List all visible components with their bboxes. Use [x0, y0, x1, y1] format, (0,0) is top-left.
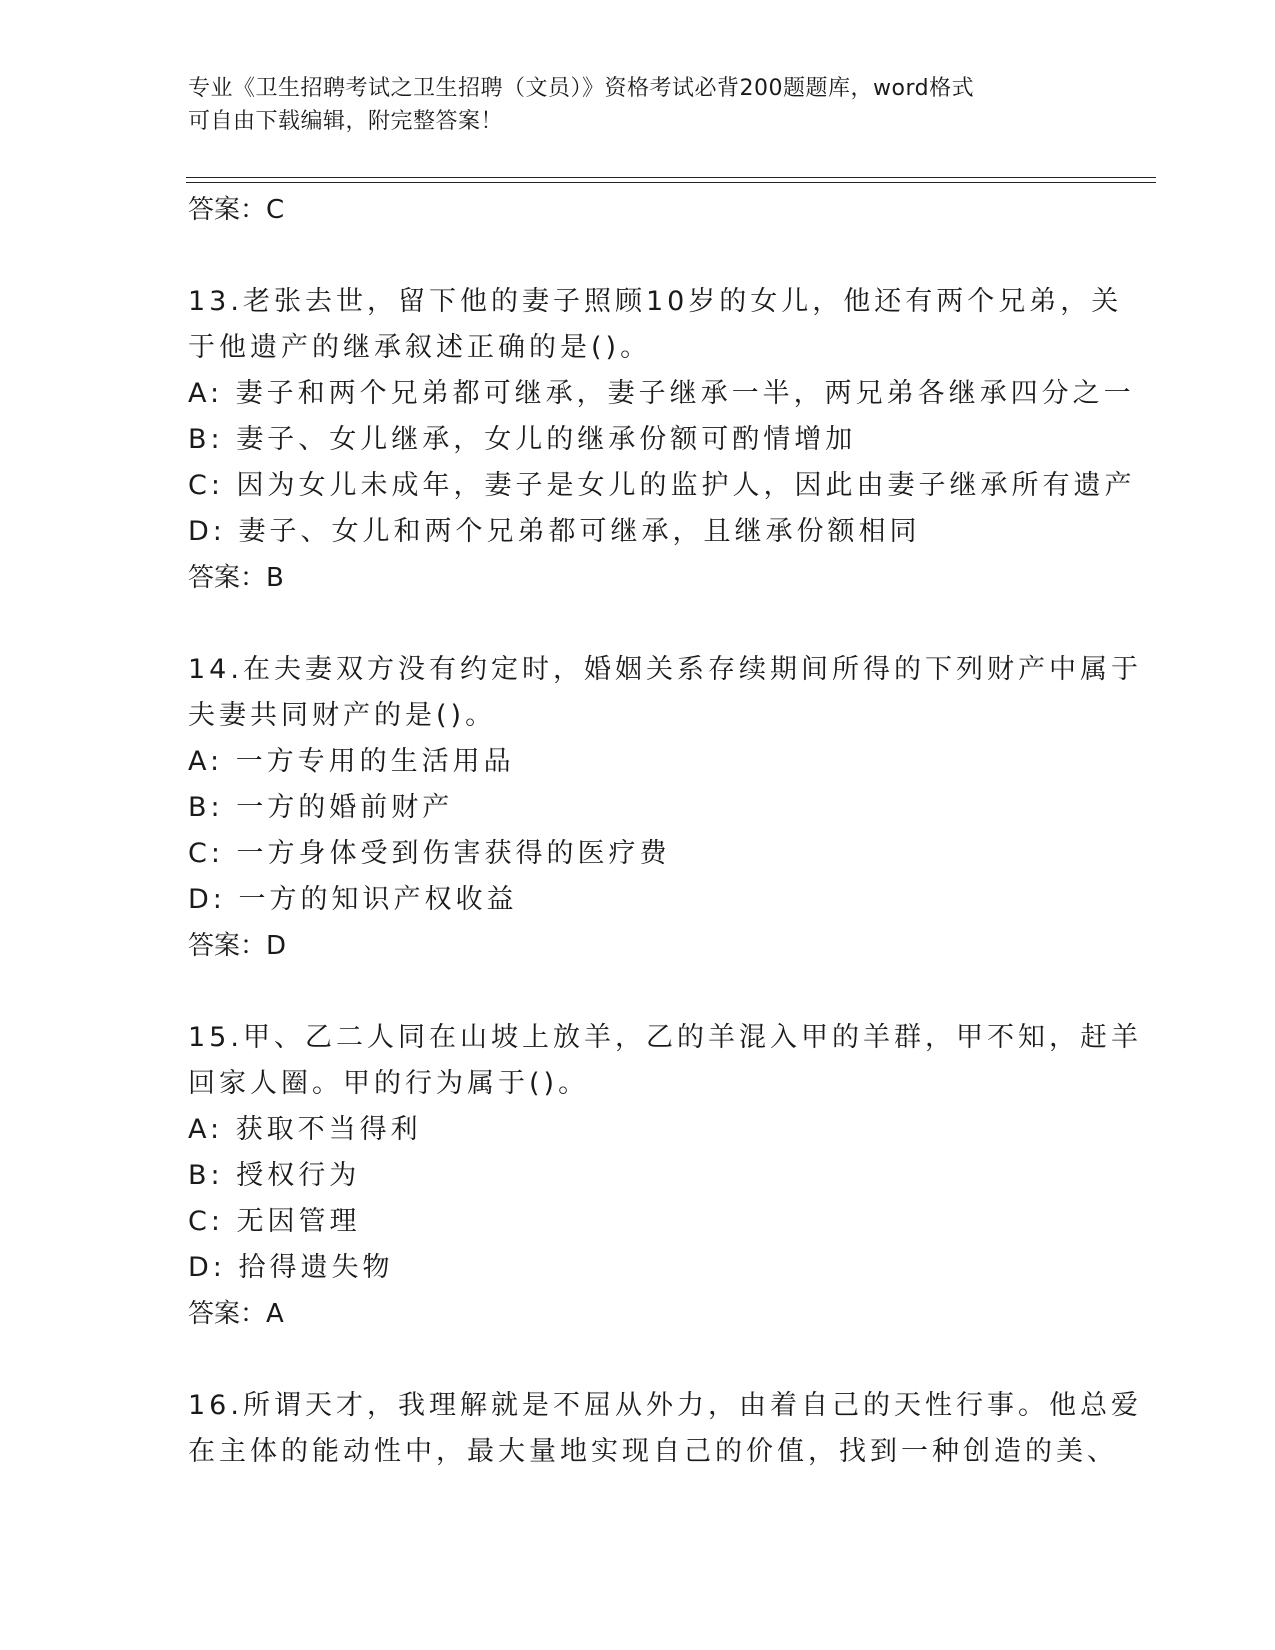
header-line-2: 可自由下载编辑，附完整答案！ [188, 109, 504, 134]
header-rule-top [186, 177, 1156, 178]
option-b: B: 授权行为 [188, 1160, 361, 1191]
header-line-1: 专业《卫生招聘考试之卫生招聘（文员）》资格考试必背200题题库，word格式 [188, 76, 975, 101]
question-15 [188, 1015, 1142, 1337]
question-16 [188, 1383, 1142, 1475]
document-body [188, 187, 1142, 1475]
answer: 答案：D [188, 931, 287, 961]
question-text: 在主体的能动性中，最大量地实现自己的价值，找到一种创造的美、 [188, 1436, 1118, 1467]
question-text: 夫妻共同财产的是()。 [188, 700, 497, 731]
option-a: A: 获取不当得利 [188, 1114, 422, 1145]
spacer [188, 233, 1088, 279]
question-text: 回家人圈。甲的行为属于()。 [188, 1068, 590, 1099]
option-c: C: 一方身体受到伤害获得的医疗费 [188, 838, 671, 869]
option-b: B: 一方的婚前财产 [188, 792, 454, 823]
question-text: 15.甲、乙二人同在山坡上放羊，乙的羊混入甲的羊群，甲不知，赶羊 [188, 1022, 1142, 1053]
spacer [188, 601, 1088, 647]
option-a: A: 妻子和两个兄弟都可继承，妻子继承一半，两兄弟各继承四分之一 [188, 378, 1135, 409]
question-text: 16.所谓天才，我理解就是不屈从外力，由着自己的天性行事。他总爱 [188, 1390, 1142, 1421]
header-rule-bottom [186, 182, 1156, 183]
option-c: C: 无因管理 [188, 1206, 361, 1237]
page-header [188, 72, 1068, 138]
question-13 [188, 279, 1136, 601]
question-14 [188, 647, 1142, 969]
spacer [188, 969, 1088, 1015]
option-d: D: 妻子、女儿和两个兄弟都可继承，且继承份额相同 [188, 516, 921, 547]
spacer [188, 1337, 1088, 1383]
answer-previous: 答案：C [188, 195, 285, 225]
question-text: 13.老张去世，留下他的妻子照顾10岁的女儿，他还有两个兄弟，关 [188, 286, 1123, 317]
answer: 答案：B [188, 563, 284, 593]
question-text: 于他遗产的继承叙述正确的是()。 [188, 332, 652, 363]
option-d: D: 拾得遗失物 [188, 1252, 394, 1283]
option-b: B: 妻子、女儿继承，女儿的继承份额可酌情增加 [188, 424, 857, 455]
question-text: 14.在夫妻双方没有约定时，婚姻关系存续期间所得的下列财产中属于 [188, 654, 1142, 685]
option-c: C: 因为女儿未成年，妻子是女儿的监护人，因此由妻子继承所有遗产 [188, 470, 1136, 501]
answer: 答案：A [188, 1299, 284, 1329]
option-d: D: 一方的知识产权收益 [188, 884, 518, 915]
option-a: A: 一方专用的生活用品 [188, 746, 515, 777]
